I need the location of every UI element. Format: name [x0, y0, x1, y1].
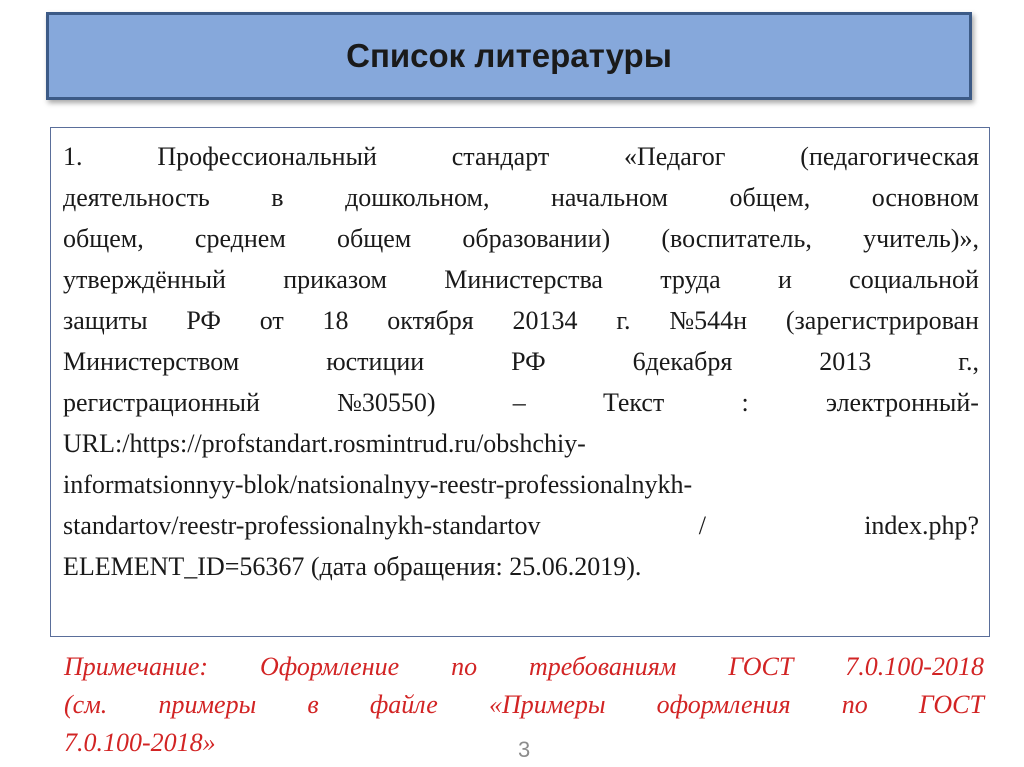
- word: общем,: [63, 224, 144, 253]
- word: учитель)»,: [863, 224, 979, 253]
- word: и: [777, 265, 792, 294]
- slide-title-bar: [46, 12, 972, 100]
- word: 6декабря: [632, 347, 733, 376]
- word: электронный-: [825, 388, 979, 417]
- word: РФ: [511, 347, 546, 376]
- word: standartov/reestr-professionalnykh-standartov: [63, 511, 541, 540]
- word: :: [741, 388, 749, 417]
- word: файле: [369, 690, 438, 719]
- word: примеры: [158, 690, 257, 719]
- word: Министерства: [444, 265, 603, 294]
- word: (педагогическая: [800, 142, 979, 171]
- note-line: [64, 690, 984, 720]
- word: Примечание:: [64, 652, 209, 681]
- word: №544н: [669, 306, 748, 335]
- word: от: [259, 306, 284, 335]
- word: юстиции: [326, 347, 425, 376]
- note-line: [64, 652, 984, 682]
- word: РФ: [186, 306, 221, 335]
- word: 7.0.100-2018: [845, 652, 984, 681]
- word: Профессиональный: [157, 142, 377, 171]
- word: (воспитатель,: [661, 224, 812, 253]
- word: (см.: [64, 690, 108, 719]
- word: –: [512, 388, 526, 417]
- reference-line: [63, 388, 979, 418]
- reference-url-line: informatsionnyy-blok/natsionalnyy-reestr-professionalnykh-: [63, 470, 693, 499]
- word: по: [451, 652, 478, 681]
- reference-url-line: [63, 511, 979, 541]
- word: социальной: [849, 265, 979, 294]
- word: дошкольном,: [345, 183, 490, 212]
- word: г.: [616, 306, 631, 335]
- word: октября: [387, 306, 474, 335]
- word: общем: [336, 224, 412, 253]
- word: ГОСТ: [918, 690, 984, 719]
- page-number: 3: [518, 737, 531, 762]
- word: 20134: [512, 306, 578, 335]
- word: №30550): [337, 388, 436, 417]
- word: защиты: [63, 306, 148, 335]
- reference-line: [63, 183, 979, 213]
- reference-line: [63, 306, 979, 336]
- word: Оформление: [260, 652, 400, 681]
- slide-title: Список литературы: [346, 37, 672, 74]
- word: г.,: [958, 347, 979, 376]
- word: начальном: [551, 183, 668, 212]
- word: 1.: [63, 142, 83, 171]
- word: «Педагог: [624, 142, 726, 171]
- word: утверждённый: [63, 265, 226, 294]
- reference-line: [63, 347, 979, 377]
- word: среднем: [194, 224, 286, 253]
- word: общем,: [729, 183, 811, 212]
- word: в: [307, 690, 319, 719]
- word: 18: [322, 306, 349, 335]
- word: /: [698, 511, 706, 540]
- word: Текст: [602, 388, 665, 417]
- word: ГОСТ: [728, 652, 794, 681]
- reference-access-date-line: ELEMENT_ID=56367 (дата обращения: 25.06.2019).: [63, 552, 642, 581]
- word: Министерством: [63, 347, 240, 376]
- word: в: [271, 183, 284, 212]
- word: приказом: [283, 265, 387, 294]
- reference-line: [63, 224, 979, 254]
- word: «Примеры: [488, 690, 606, 719]
- word: оформления: [656, 690, 791, 719]
- word: образовании): [462, 224, 611, 253]
- reference-line: [63, 265, 979, 295]
- word: требованиям: [529, 652, 677, 681]
- reference-list-box: [50, 127, 990, 637]
- word: основном: [871, 183, 979, 212]
- reference-line: [63, 142, 979, 172]
- word: регистрационный: [63, 388, 260, 417]
- word: труда: [660, 265, 721, 294]
- word: по: [841, 690, 868, 719]
- note-line: 7.0.100-2018»: [64, 728, 216, 757]
- word: деятельность: [63, 183, 210, 212]
- word: 2013: [819, 347, 872, 376]
- word: (зарегистрирован: [785, 306, 979, 335]
- reference-url-line: URL:/https://profstandart.rosmintrud.ru/obshchiy-: [63, 429, 586, 458]
- word: стандарт: [451, 142, 550, 171]
- word: index.php?: [864, 511, 979, 540]
